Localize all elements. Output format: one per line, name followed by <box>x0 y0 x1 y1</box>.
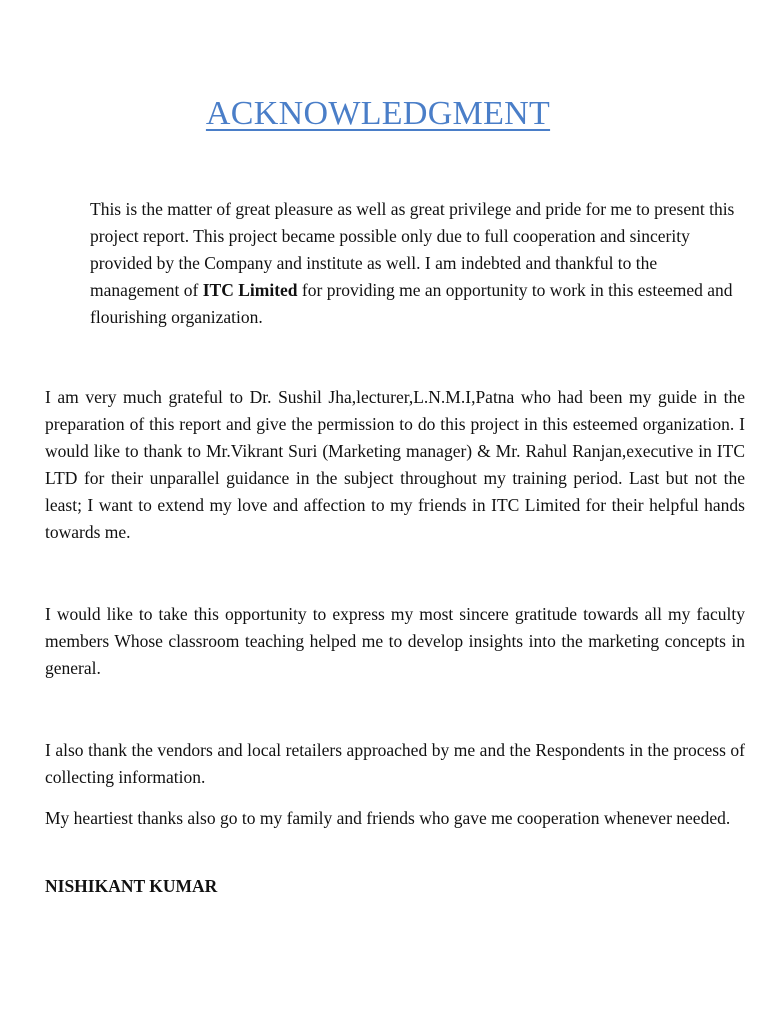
company-name-bold: ITC Limited <box>202 280 298 300</box>
paragraph-family-thanks: My heartiest thanks also go to my family and friends who gave me cooperation whenever needed. <box>45 808 731 828</box>
signature-name: NISHIKANT KUMAR <box>45 876 218 896</box>
paragraph-intro-text-end: for providing me an opportunity to work in this esteemed and flourishing organization. <box>90 280 733 327</box>
page-title: ACKNOWLEDGMENT <box>205 95 551 132</box>
paragraph-intro <box>90 196 750 331</box>
paragraph-vendors-thanks: I also thank the vendors and local retailers approached by me and the Respondents in the process of collecting information. <box>45 740 745 787</box>
paragraph-faculty-thanks: I would like to take this opportunity to express my most sincere gratitude towards all my faculty members Whose classroom teaching helped me to develop insights into the marketing concepts in general. <box>45 604 745 678</box>
paragraph-intro-text-start: This is the matter of great pleasure as well as great privilege and pride for me to present this project report. This project became possible only due to full cooperation and sincerity provided by the Company and institute as well. I am indebted and thankful to the management of <box>90 199 735 300</box>
paragraph-guide-thanks: I am very much grateful to Dr. Sushil Jha,lecturer,L.N.M.I,Patna who had been my guide in the preparation of this report and give the permission to do this project in this esteemed organization. I would like to thank to Mr.Vikrant Suri (Marketing manager) & Mr. Rahul Ranjan,executive in ITC LTD for their unparallel guidance in the subject throughout my training period. Last but not the least; I want to extend my love and affection to my friends in ITC Limited for their helpful hands towards me. <box>45 387 745 542</box>
